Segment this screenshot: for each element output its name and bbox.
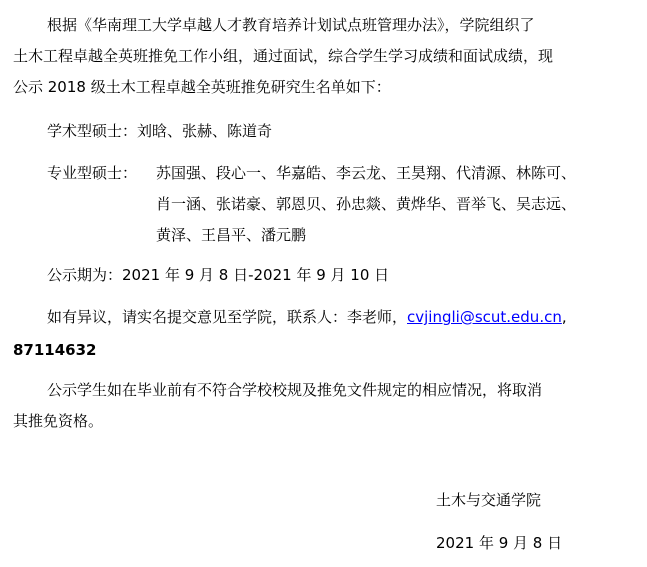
publicity-period: 公示期为：2021 年 9 月 8 日-2021 年 9 月 10 日 xyxy=(47,266,390,284)
contact-email-link[interactable]: cvjingli@scut.edu.cn xyxy=(407,308,562,326)
signature-org: 土木与交通学院 xyxy=(436,491,542,509)
objection-line xyxy=(47,307,567,327)
academic-label: 学术型硕士： xyxy=(47,122,138,140)
professional-names-line-2: 肖一涵、张诺豪、郭恩贝、孙忠燚、黄烨华、晋举飞、吴志远、 xyxy=(156,195,577,213)
objection-comma: , xyxy=(561,308,567,326)
intro-line-1: 根据《华南理工大学卓越人才教育培养计划试点班管理办法》，学院组织了 xyxy=(47,16,535,34)
academic-names: 刘晗、张赫、陈道奇 xyxy=(137,122,273,140)
contact-phone: 87114632 xyxy=(13,341,97,359)
intro-line-2: 土木工程卓越全英班推免工作小组，通过面试，综合学生学习成绩和面试成绩，现 xyxy=(13,47,554,65)
intro-line-3: 公示 2018 级土木工程卓越全英班推免研究生名单如下： xyxy=(13,78,391,96)
notice-line-1: 公示学生如在毕业前有不符合学校校规及推免文件规定的相应情况，将取消 xyxy=(47,381,543,399)
professional-label: 专业型硕士： xyxy=(47,164,138,182)
notice-line-2: 其推免资格。 xyxy=(13,412,104,430)
signature-date: 2021 年 9 月 8 日 xyxy=(436,534,563,552)
objection-text: 如有异议，请实名提交意见至学院，联系人：李老师， xyxy=(47,308,408,326)
professional-names-line-1: 苏国强、段心一、华嘉皓、李云龙、王昊翔、代清源、林陈可、 xyxy=(156,164,577,182)
professional-names-line-3: 黄泽、王昌平、潘元鹏 xyxy=(156,226,307,244)
academic-section xyxy=(47,121,272,141)
